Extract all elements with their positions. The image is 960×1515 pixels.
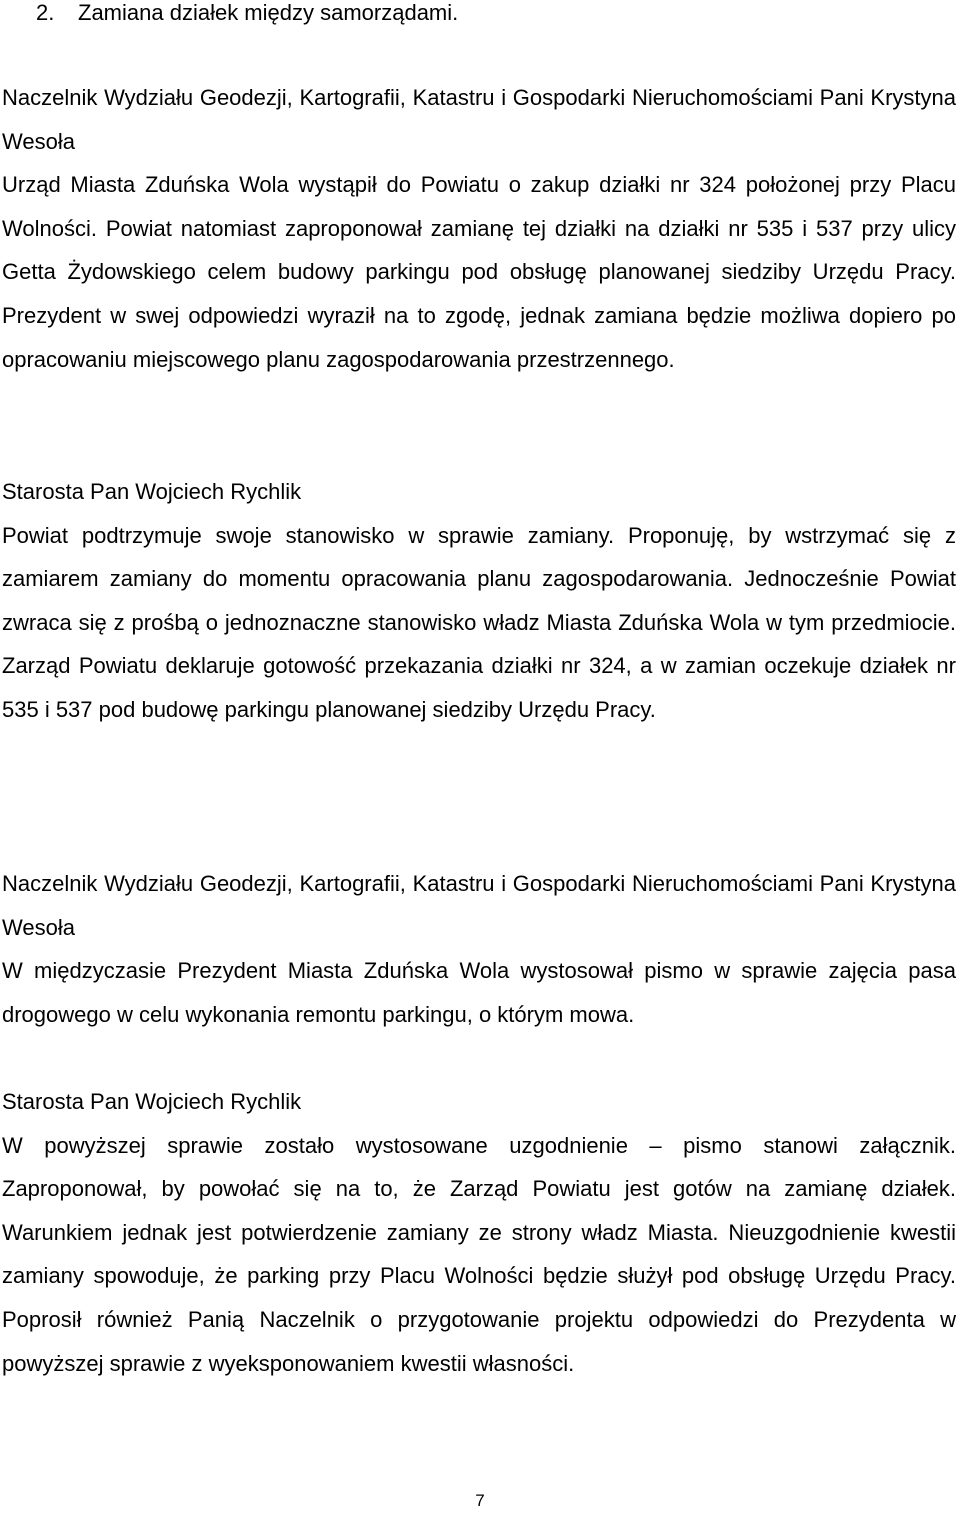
speaker-name: Naczelnik Wydziału Geodezji, Kartografii, Katastru i Gospodarki Nieruchomościami Pani Krystyna Wesoła xyxy=(2,85,956,154)
section-body: Urząd Miasta Zduńska Wola wystąpił do Powiatu o zakup działki nr 324 położonej przy Placu Wolności. Powiat natomiast zaproponował zamianę tej działki na działki nr 535 i 537 przy ulicy Getta Żydowskiego celem budowy parkingu pod obsługę planowanej siedziby Urzędu Pracy. Prezydent w swej odpowiedzi wyraził na to zgodę, jednak zamiana będzie możliwa dopiero po opracowaniu miejscowego planu zagospodarowania przestrzennego. xyxy=(2,172,956,372)
agenda-item-number: 2. xyxy=(36,0,55,25)
speaker-name: Starosta Pan Wojciech Rychlik xyxy=(2,479,302,504)
agenda-item-title: Zamiana działek między samorządami. xyxy=(78,0,459,25)
page-number: 7 xyxy=(475,1491,485,1510)
agenda-item xyxy=(0,0,600,35)
section-starosta-2 xyxy=(2,1080,956,1385)
section-body: W powyższej sprawie zostało wystosowane uzgodnienie – pismo stanowi załącznik. Zaproponował, by powołać się na to, że Zarząd Powiatu jest gotów na zamianę działek. Warunkiem jednak jest potwierdzenie zamiany ze strony władz Miasta. Nieuzgodnienie kwestii zamiany spowoduje, że parking przy Placu Wolności będzie służył pod obsługę Urzędu Pracy. Poprosił również Panią Naczelnik o przygotowanie projektu odpowiedzi do Prezydenta w powyższej sprawie z wyeksponowaniem kwestii własności. xyxy=(2,1132,956,1376)
section-starosta-1 xyxy=(2,470,956,732)
speaker-name: Naczelnik Wydziału Geodezji, Kartografii, Katastru i Gospodarki Nieruchomościami Pani Krystyna Wesoła xyxy=(2,871,956,940)
section-naczelnik-1 xyxy=(2,76,956,381)
section-naczelnik-2 xyxy=(2,862,956,1036)
speaker-name: Starosta Pan Wojciech Rychlik xyxy=(2,1089,302,1114)
section-body: W międzyczasie Prezydent Miasta Zduńska Wola wystosował pismo w sprawie zajęcia pasa drogowego w celu wykonania remontu parkingu, o którym mowa. xyxy=(2,958,956,1027)
section-body: Powiat podtrzymuje swoje stanowisko w sprawie zamiany. Proponuję, by wstrzymać się z zamiarem zamiany do momentu opracowania planu zagospodarowania. Jednocześnie Powiat zwraca się z prośbą o jednoznaczne stanowisko władz Miasta Zduńska Wola w tym przedmiocie. Zarząd Powiatu deklaruje gotowość przekazania działki nr 324, a w zamian oczekuje działek nr 535 i 537 pod budowę parkingu planowanej siedziby Urzędu Pracy. xyxy=(2,522,956,722)
